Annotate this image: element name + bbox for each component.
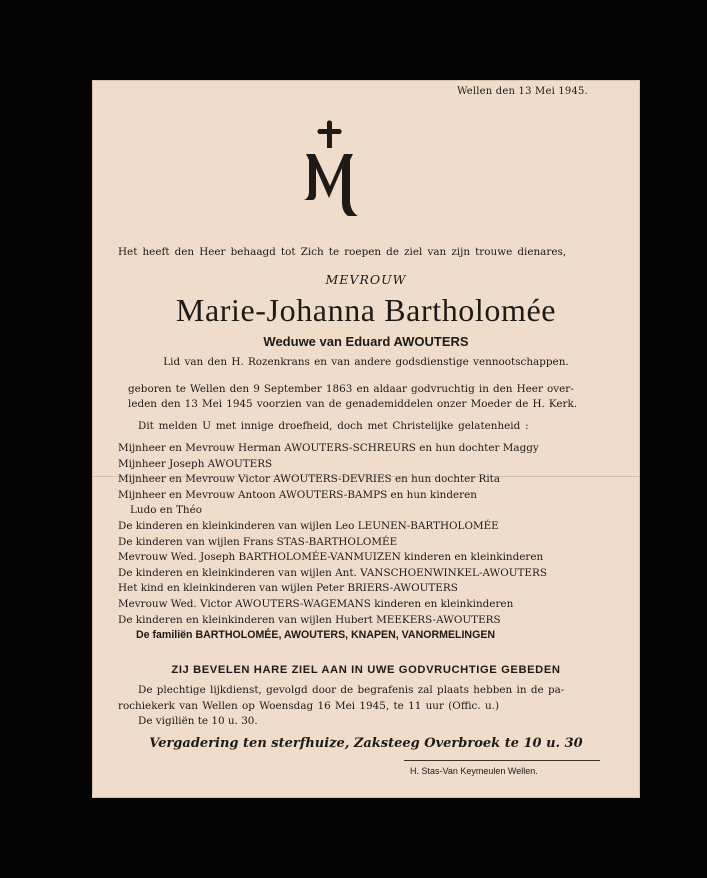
list-item: De kinderen van wijlen Frans STAS-BARTHOLOMÉE xyxy=(118,535,398,548)
list-item: Ludo en Théo xyxy=(130,504,202,517)
bio-line: leden den 13 Mei 1945 voorzien van de genademiddelen onzer Moeder de H. Kerk. xyxy=(128,398,578,410)
widow-of: Weduwe van Eduard AWOUTERS xyxy=(263,334,469,349)
membership-text: Lid van den H. Rozenkrans en van andere godsdienstige vennootschappen. xyxy=(163,356,569,368)
prayer-request: ZIJ BEVELEN HARE ZIEL AAN IN UWE GODVRUCHTIGE GEBEDEN xyxy=(171,664,561,676)
honorific: MEVROUW xyxy=(325,272,407,287)
list-item: De familiën BARTHOLOMÉE, AWOUTERS, KNAPEN, VANORMELINGEN xyxy=(136,629,496,642)
deceased-name: Marie-Johanna Bartholomée xyxy=(175,292,557,328)
mourners-list xyxy=(118,441,547,644)
list-item: De kinderen en kleinkinderen van wijlen Hubert MEEKERS-AWOUTERS xyxy=(118,613,501,626)
funeral-service xyxy=(118,682,564,714)
list-item: Mijnheer Joseph AWOUTERS xyxy=(118,457,273,470)
biography xyxy=(128,382,577,412)
list-item: Mijnheer en Mevrouw Victor AWOUTERS-DEVRIES en hun dochter Rita xyxy=(118,473,501,486)
printer-credit: H. Stas-Van Keymeulen Wellen. xyxy=(410,766,538,776)
gathering-info: Vergadering ten sterfhuize, Zaksteeg Overbroek te 10 u. 30 xyxy=(149,736,583,751)
cross-monogram-M-icon xyxy=(298,120,362,220)
list-item: Mijnheer en Mevrouw Herman AWOUTERS-SCHREURS en hun dochter Maggy xyxy=(118,442,539,454)
death-notice-card xyxy=(92,80,640,798)
list-item: De kinderen en kleinkinderen van wijlen Ant. VANSCHOENWINKEL-AWOUTERS xyxy=(118,566,547,579)
service-line: De plechtige lijkdienst, gevolgd door de begrafenis zal plaats hebben in de pa- xyxy=(138,684,565,696)
intro-text: Het heeft den Heer behaagd tot Zich te roepen de ziel van zijn trouwe dienares, xyxy=(118,246,567,258)
vigil-time: De vigiliën te 10 u. 30. xyxy=(138,715,258,727)
service-line: rochiekerk van Wellen op Woensdag 16 Mei 1945, te 11 uur (Offic. u.) xyxy=(118,700,500,712)
list-item: De kinderen en kleinkinderen van wijlen Leo LEUNEN-BARTHOLOMÉE xyxy=(118,519,499,532)
list-item: Mevrouw Wed. Joseph BARTHOLOMÉE-VANMUIZEN kinderen en kleinkinderen xyxy=(118,551,544,564)
bio-line: geboren te Wellen den 9 September 1863 en aldaar godvruchtig in den Heer over- xyxy=(128,383,574,395)
place-date: Wellen den 13 Mei 1945. xyxy=(457,86,588,97)
divider xyxy=(404,760,600,761)
announcement: Dit melden U met innige droefheid, doch met Christelijke gelatenheid : xyxy=(138,420,529,432)
list-item: Mijnheer en Mevrouw Antoon AWOUTERS-BAMPS en hun kinderen xyxy=(118,488,477,501)
list-item: Het kind en kleinkinderen van wijlen Peter BRIERS-AWOUTERS xyxy=(118,582,458,595)
list-item: Mevrouw Wed. Victor AWOUTERS-WAGEMANS kinderen en kleinkinderen xyxy=(118,597,514,610)
